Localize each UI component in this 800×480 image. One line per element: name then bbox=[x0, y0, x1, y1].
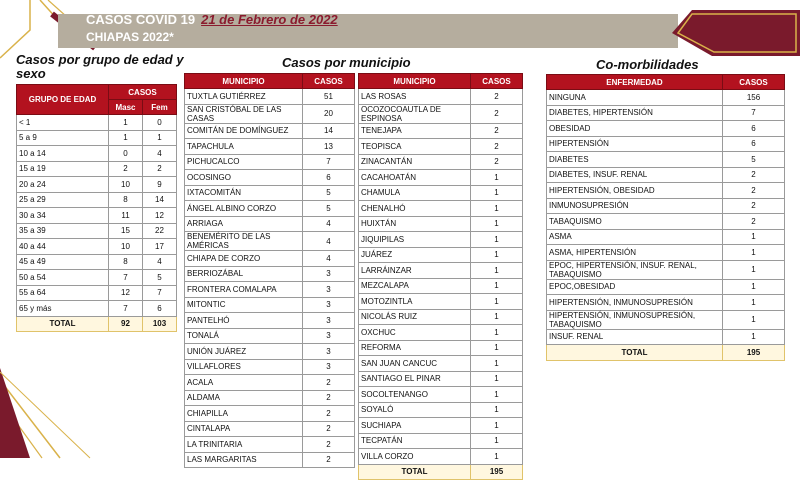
table-row bbox=[359, 371, 523, 387]
comorb-cases-cell: 2 bbox=[723, 167, 785, 183]
col-header-cases: CASOS bbox=[109, 85, 177, 100]
municipio-name-cell: TAPACHULA bbox=[185, 139, 303, 155]
comorb-name-cell: ASMA bbox=[547, 229, 723, 245]
municipio-name-cell: TUXTLA GUTIÉRREZ bbox=[185, 89, 303, 105]
table-row bbox=[547, 183, 785, 199]
municipio-name-cell: TECPATÁN bbox=[359, 433, 471, 449]
municipio-cases-cell: 1 bbox=[471, 232, 523, 248]
municipio-cases-cell: 1 bbox=[471, 170, 523, 186]
municipio-name-cell: ÁNGEL ALBINO CORZO bbox=[185, 201, 303, 217]
table-row bbox=[185, 452, 355, 468]
table-row bbox=[185, 89, 355, 105]
municipio-cases-cell: 1 bbox=[471, 433, 523, 449]
col-header-mun-cases: CASOS bbox=[303, 74, 355, 89]
table-row bbox=[359, 418, 523, 434]
comorb-cases-cell: 5 bbox=[723, 152, 785, 168]
comorb-name-cell: OBESIDAD bbox=[547, 121, 723, 137]
municipio-table-right bbox=[358, 73, 523, 480]
age-group-cell: 45 a 49 bbox=[17, 254, 109, 270]
municipio-name-cell: LARRÁINZAR bbox=[359, 263, 471, 279]
table-row bbox=[17, 115, 177, 131]
table-row bbox=[17, 285, 177, 301]
municipio-name-cell: CINTALAPA bbox=[185, 421, 303, 437]
municipio-name-cell: SUCHIAPA bbox=[359, 418, 471, 434]
table-row bbox=[359, 387, 523, 403]
municipio-name-cell: OCOSINGO bbox=[185, 170, 303, 186]
municipio-name-cell: SOYALÓ bbox=[359, 402, 471, 418]
table-row bbox=[359, 402, 523, 418]
municipio-cases-cell: 1 bbox=[471, 247, 523, 263]
table-row bbox=[359, 154, 523, 170]
municipio-cases-cell: 1 bbox=[471, 185, 523, 201]
table-row bbox=[17, 146, 177, 162]
municipio-cases-cell: 2 bbox=[471, 104, 523, 123]
municipio-cases-cell: 1 bbox=[471, 387, 523, 403]
age-group-cell: 30 a 34 bbox=[17, 208, 109, 224]
table-row bbox=[547, 329, 785, 345]
table-row bbox=[17, 270, 177, 286]
municipio-cases-cell: 1 bbox=[471, 402, 523, 418]
comorb-cases-cell: 1 bbox=[723, 329, 785, 345]
masc-cell: 12 bbox=[109, 285, 143, 301]
age-group-cell: 40 a 44 bbox=[17, 239, 109, 255]
municipio-name-cell: CACAHOATÁN bbox=[359, 170, 471, 186]
municipio-name-cell: VILLAFLORES bbox=[185, 359, 303, 375]
header-title bbox=[86, 13, 338, 27]
municipio-name-cell: TENEJAPA bbox=[359, 123, 471, 139]
comorb-cases-cell: 6 bbox=[723, 121, 785, 137]
table-row bbox=[547, 136, 785, 152]
municipio-name-cell: JUÁREZ bbox=[359, 247, 471, 263]
municipio-name-cell: CHENALHÓ bbox=[359, 201, 471, 217]
municipio-name-cell: BENEMÉRITO DE LAS AMÉRICAS bbox=[185, 232, 303, 251]
masc-cell: 7 bbox=[109, 301, 143, 317]
municipio-cases-cell: 2 bbox=[303, 390, 355, 406]
table-row bbox=[547, 121, 785, 137]
table-row bbox=[185, 313, 355, 329]
comorb-cases-cell: 2 bbox=[723, 183, 785, 199]
table-row bbox=[547, 229, 785, 245]
table-row bbox=[17, 192, 177, 208]
col-header-age-group: GRUPO DE EDAD bbox=[17, 85, 109, 115]
municipio-cases-cell: 4 bbox=[303, 251, 355, 267]
municipio-name-cell: ARRIAGA bbox=[185, 216, 303, 232]
mun-total-label: TOTAL bbox=[359, 464, 471, 480]
masc-cell: 8 bbox=[109, 254, 143, 270]
municipio-cases-cell: 1 bbox=[471, 309, 523, 325]
age-group-cell: 15 a 19 bbox=[17, 161, 109, 177]
comorb-name-cell: HIPERTENSIÓN bbox=[547, 136, 723, 152]
comorb-name-cell: HIPERTENSIÓN, INMUNOSUPRESIÓN, TABAQUISMO bbox=[547, 310, 723, 329]
comorb-table bbox=[546, 74, 785, 361]
table-row bbox=[185, 139, 355, 155]
municipio-name-cell: NICOLÁS RUIZ bbox=[359, 309, 471, 325]
comorb-title: Co-morbilidades bbox=[596, 57, 699, 72]
comorb-name-cell: ASMA, HIPERTENSIÓN bbox=[547, 245, 723, 261]
table-row bbox=[17, 208, 177, 224]
fem-cell: 4 bbox=[143, 146, 177, 162]
masc-cell: 10 bbox=[109, 177, 143, 193]
municipio-name-cell: VILLA CORZO bbox=[359, 449, 471, 465]
municipio-cases-cell: 6 bbox=[303, 170, 355, 186]
municipio-cases-cell: 2 bbox=[471, 139, 523, 155]
table-row bbox=[185, 251, 355, 267]
table-row bbox=[17, 130, 177, 146]
table-row bbox=[185, 297, 355, 313]
municipio-cases-cell: 13 bbox=[303, 139, 355, 155]
table-row bbox=[359, 170, 523, 186]
table-row bbox=[547, 198, 785, 214]
municipio-name-cell: ACALA bbox=[185, 375, 303, 391]
municipio-name-cell: BERRIOZÁBAL bbox=[185, 266, 303, 282]
municipio-table-left bbox=[184, 73, 355, 468]
table-row bbox=[359, 216, 523, 232]
table-row bbox=[547, 214, 785, 230]
comorb-name-cell: INSUF. RENAL bbox=[547, 329, 723, 345]
municipio-cases-cell: 1 bbox=[471, 294, 523, 310]
age-total-row bbox=[17, 316, 177, 332]
fem-cell: 0 bbox=[143, 115, 177, 131]
table-row bbox=[359, 449, 523, 465]
table-row bbox=[185, 170, 355, 186]
municipio-cases-cell: 5 bbox=[303, 185, 355, 201]
municipio-name-cell: PICHUCALCO bbox=[185, 154, 303, 170]
comorb-cases-cell: 1 bbox=[723, 260, 785, 279]
municipio-name-cell: OCOZOCOAUTLA DE ESPINOSA bbox=[359, 104, 471, 123]
table-row bbox=[359, 123, 523, 139]
age-total-fem: 103 bbox=[143, 316, 177, 332]
masc-cell: 1 bbox=[109, 115, 143, 131]
municipio-name-cell: CHIAPA DE CORZO bbox=[185, 251, 303, 267]
municipio-name-cell: IXTACOMITÁN bbox=[185, 185, 303, 201]
fem-cell: 2 bbox=[143, 161, 177, 177]
municipio-cases-cell: 5 bbox=[303, 201, 355, 217]
comorb-cases-cell: 1 bbox=[723, 245, 785, 261]
age-total-masc: 92 bbox=[109, 316, 143, 332]
municipio-cases-cell: 4 bbox=[303, 232, 355, 251]
header-date: 21 de Febrero de 2022 bbox=[201, 12, 338, 27]
municipio-cases-cell: 3 bbox=[303, 282, 355, 298]
municipio-cases-cell: 3 bbox=[303, 313, 355, 329]
municipio-name-cell: PANTELHÓ bbox=[185, 313, 303, 329]
municipio-cases-cell: 2 bbox=[303, 437, 355, 453]
comorb-name-cell: INMUNOSUPRESIÓN bbox=[547, 198, 723, 214]
comorb-name-cell: DIABETES bbox=[547, 152, 723, 168]
fem-cell: 14 bbox=[143, 192, 177, 208]
municipio-cases-cell: 3 bbox=[303, 297, 355, 313]
municipio-cases-cell: 1 bbox=[471, 418, 523, 434]
comorb-cases-cell: 7 bbox=[723, 105, 785, 121]
table-row bbox=[185, 266, 355, 282]
fem-cell: 9 bbox=[143, 177, 177, 193]
col-header-municipio-2: MUNICIPIO bbox=[359, 74, 471, 89]
comorb-name-cell: EPOC, HIPERTENSIÓN, INSUF. RENAL, TABAQUISMO bbox=[547, 260, 723, 279]
table-row bbox=[17, 177, 177, 193]
municipio-name-cell: MOTOZINTLA bbox=[359, 294, 471, 310]
col-header-masc: Masc bbox=[109, 100, 143, 115]
col-header-fem: Fem bbox=[143, 100, 177, 115]
table-row bbox=[185, 421, 355, 437]
municipio-cases-cell: 2 bbox=[471, 89, 523, 105]
municipio-name-cell: SOCOLTENANGO bbox=[359, 387, 471, 403]
municipio-cases-cell: 1 bbox=[471, 340, 523, 356]
municipio-name-cell: SAN CRISTÓBAL DE LAS CASAS bbox=[185, 104, 303, 123]
masc-cell: 7 bbox=[109, 270, 143, 286]
municipio-name-cell: FRONTERA COMALAPA bbox=[185, 282, 303, 298]
table-row bbox=[359, 278, 523, 294]
table-row bbox=[359, 294, 523, 310]
municipio-cases-cell: 1 bbox=[471, 371, 523, 387]
municipio-name-cell: HUIXTÁN bbox=[359, 216, 471, 232]
table-row bbox=[359, 104, 523, 123]
municipio-title: Casos por municipio bbox=[282, 55, 411, 70]
table-row bbox=[185, 123, 355, 139]
municipio-cases-cell: 3 bbox=[303, 328, 355, 344]
comorb-cases-cell: 156 bbox=[723, 90, 785, 106]
table-row bbox=[359, 201, 523, 217]
municipio-cases-cell: 51 bbox=[303, 89, 355, 105]
table-row bbox=[17, 223, 177, 239]
mun-total-row bbox=[359, 464, 523, 480]
table-row bbox=[17, 239, 177, 255]
table-row bbox=[547, 310, 785, 329]
masc-cell: 8 bbox=[109, 192, 143, 208]
table-row bbox=[359, 185, 523, 201]
municipio-name-cell: SAN JUAN CANCUC bbox=[359, 356, 471, 372]
masc-cell: 1 bbox=[109, 130, 143, 146]
age-total-label: TOTAL bbox=[17, 316, 109, 332]
col-header-comorb-cases: CASOS bbox=[723, 75, 785, 90]
municipio-cases-cell: 2 bbox=[303, 375, 355, 391]
municipio-cases-cell: 2 bbox=[471, 123, 523, 139]
table-row bbox=[359, 340, 523, 356]
municipio-cases-cell: 2 bbox=[303, 421, 355, 437]
table-row bbox=[359, 325, 523, 341]
col-header-mun-cases-2: CASOS bbox=[471, 74, 523, 89]
municipio-cases-cell: 1 bbox=[471, 216, 523, 232]
masc-cell: 2 bbox=[109, 161, 143, 177]
fem-cell: 22 bbox=[143, 223, 177, 239]
table-row bbox=[185, 232, 355, 251]
table-row bbox=[547, 295, 785, 311]
comorb-name-cell: HIPERTENSIÓN, INMUNOSUPRESIÓN bbox=[547, 295, 723, 311]
table-row bbox=[359, 232, 523, 248]
table-row bbox=[359, 356, 523, 372]
municipio-cases-cell: 3 bbox=[303, 344, 355, 360]
table-row bbox=[185, 328, 355, 344]
municipio-name-cell: CHIAPILLA bbox=[185, 406, 303, 422]
age-sex-title: Casos por grupo de edad y sexo bbox=[16, 52, 184, 81]
comorb-cases-cell: 1 bbox=[723, 279, 785, 295]
table-row bbox=[547, 260, 785, 279]
fem-cell: 6 bbox=[143, 301, 177, 317]
municipio-cases-cell: 1 bbox=[471, 278, 523, 294]
municipio-name-cell: LAS MARGARITAS bbox=[185, 452, 303, 468]
municipio-cases-cell: 1 bbox=[471, 325, 523, 341]
comorb-cases-cell: 1 bbox=[723, 229, 785, 245]
municipio-name-cell: COMITÁN DE DOMÍNGUEZ bbox=[185, 123, 303, 139]
municipio-name-cell: UNIÓN JUÁREZ bbox=[185, 344, 303, 360]
masc-cell: 10 bbox=[109, 239, 143, 255]
municipio-cases-cell: 20 bbox=[303, 104, 355, 123]
age-group-cell: 20 a 24 bbox=[17, 177, 109, 193]
comorb-cases-cell: 2 bbox=[723, 198, 785, 214]
fem-cell: 5 bbox=[143, 270, 177, 286]
header-subtitle: CHIAPAS 2022* bbox=[86, 30, 174, 44]
municipio-cases-cell: 1 bbox=[471, 449, 523, 465]
age-group-cell: 50 a 54 bbox=[17, 270, 109, 286]
comorb-total-row bbox=[547, 345, 785, 361]
age-group-cell: 5 a 9 bbox=[17, 130, 109, 146]
mun-total-value: 195 bbox=[471, 464, 523, 480]
municipio-name-cell: ALDAMA bbox=[185, 390, 303, 406]
comorb-name-cell: HIPERTENSIÓN, OBESIDAD bbox=[547, 183, 723, 199]
comorb-cases-cell: 1 bbox=[723, 295, 785, 311]
municipio-cases-cell: 3 bbox=[303, 266, 355, 282]
table-row bbox=[185, 185, 355, 201]
municipio-name-cell: JIQUIPILAS bbox=[359, 232, 471, 248]
municipio-name-cell: SANTIAGO EL PINAR bbox=[359, 371, 471, 387]
table-row bbox=[17, 254, 177, 270]
table-row bbox=[547, 105, 785, 121]
table-row bbox=[359, 89, 523, 105]
table-row bbox=[185, 406, 355, 422]
table-row bbox=[547, 167, 785, 183]
fem-cell: 7 bbox=[143, 285, 177, 301]
col-header-municipio: MUNICIPIO bbox=[185, 74, 303, 89]
comorb-name-cell: NINGUNA bbox=[547, 90, 723, 106]
municipio-cases-cell: 4 bbox=[303, 216, 355, 232]
age-group-cell: 10 a 14 bbox=[17, 146, 109, 162]
fem-cell: 17 bbox=[143, 239, 177, 255]
comorb-total-label: TOTAL bbox=[547, 345, 723, 361]
municipio-cases-cell: 1 bbox=[471, 263, 523, 279]
table-row bbox=[359, 263, 523, 279]
municipio-cases-cell: 2 bbox=[303, 452, 355, 468]
table-row bbox=[185, 201, 355, 217]
age-sex-table bbox=[16, 84, 177, 332]
table-row bbox=[547, 245, 785, 261]
municipio-cases-cell: 1 bbox=[471, 201, 523, 217]
comorb-cases-cell: 6 bbox=[723, 136, 785, 152]
masc-cell: 15 bbox=[109, 223, 143, 239]
table-row bbox=[185, 344, 355, 360]
comorb-cases-cell: 1 bbox=[723, 310, 785, 329]
municipio-name-cell: TEOPISCA bbox=[359, 139, 471, 155]
masc-cell: 11 bbox=[109, 208, 143, 224]
corner-logo bbox=[672, 10, 800, 56]
table-row bbox=[185, 375, 355, 391]
comorb-name-cell: DIABETES, HIPERTENSIÓN bbox=[547, 105, 723, 121]
table-row bbox=[547, 152, 785, 168]
municipio-name-cell: ZINACANTÁN bbox=[359, 154, 471, 170]
municipio-name-cell: OXCHUC bbox=[359, 325, 471, 341]
table-row bbox=[17, 161, 177, 177]
municipio-cases-cell: 7 bbox=[303, 154, 355, 170]
comorb-cases-cell: 2 bbox=[723, 214, 785, 230]
comorb-name-cell: TABAQUISMO bbox=[547, 214, 723, 230]
table-row bbox=[359, 139, 523, 155]
table-row bbox=[359, 309, 523, 325]
municipio-name-cell: LAS ROSAS bbox=[359, 89, 471, 105]
comorb-name-cell: EPOC,OBESIDAD bbox=[547, 279, 723, 295]
age-group-cell: < 1 bbox=[17, 115, 109, 131]
table-row bbox=[547, 279, 785, 295]
municipio-cases-cell: 3 bbox=[303, 359, 355, 375]
table-row bbox=[359, 247, 523, 263]
municipio-name-cell: MITONTIC bbox=[185, 297, 303, 313]
fem-cell: 4 bbox=[143, 254, 177, 270]
comorb-name-cell: DIABETES, INSUF. RENAL bbox=[547, 167, 723, 183]
table-row bbox=[359, 433, 523, 449]
table-row bbox=[17, 301, 177, 317]
municipio-cases-cell: 2 bbox=[303, 406, 355, 422]
table-row bbox=[185, 282, 355, 298]
municipio-cases-cell: 2 bbox=[471, 154, 523, 170]
municipio-name-cell: TONALÁ bbox=[185, 328, 303, 344]
age-group-cell: 55 a 64 bbox=[17, 285, 109, 301]
fem-cell: 12 bbox=[143, 208, 177, 224]
masc-cell: 0 bbox=[109, 146, 143, 162]
age-group-cell: 65 y más bbox=[17, 301, 109, 317]
age-group-cell: 35 a 39 bbox=[17, 223, 109, 239]
table-row bbox=[185, 104, 355, 123]
municipio-cases-cell: 14 bbox=[303, 123, 355, 139]
municipio-cases-cell: 1 bbox=[471, 356, 523, 372]
fem-cell: 1 bbox=[143, 130, 177, 146]
table-row bbox=[185, 154, 355, 170]
table-row bbox=[185, 216, 355, 232]
table-row bbox=[185, 437, 355, 453]
col-header-enfermedad: ENFERMEDAD bbox=[547, 75, 723, 90]
table-row bbox=[185, 390, 355, 406]
age-group-cell: 25 a 29 bbox=[17, 192, 109, 208]
table-row bbox=[185, 359, 355, 375]
table-row bbox=[547, 90, 785, 106]
municipio-name-cell: CHAMULA bbox=[359, 185, 471, 201]
municipio-name-cell: REFORMA bbox=[359, 340, 471, 356]
header-title-text: CASOS COVID 19 bbox=[86, 12, 196, 27]
municipio-name-cell: MEZCALAPA bbox=[359, 278, 471, 294]
municipio-name-cell: LA TRINITARIA bbox=[185, 437, 303, 453]
comorb-total-value: 195 bbox=[723, 345, 785, 361]
